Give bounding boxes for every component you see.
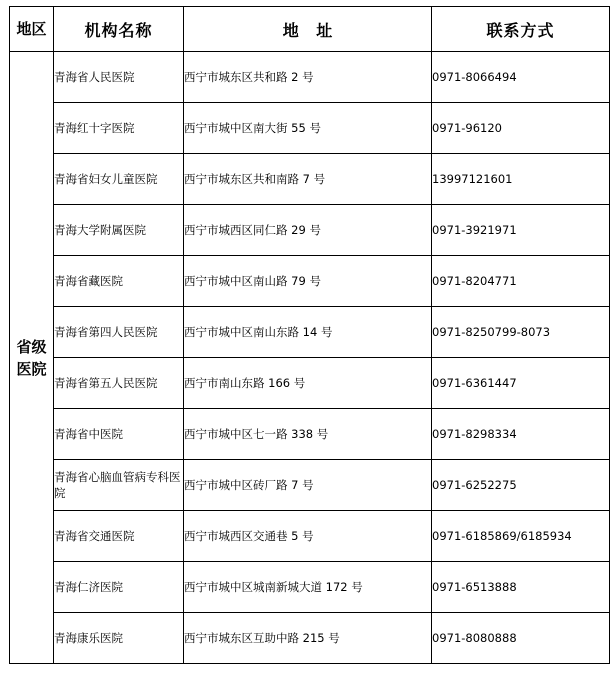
hospital-address: 西宁市城中区七一路 338 号 xyxy=(184,409,432,460)
hospital-name: 青海仁济医院 xyxy=(54,562,184,613)
hospital-contact: 0971-6185869/6185934 xyxy=(432,511,610,562)
hospital-contact: 0971-3921971 xyxy=(432,205,610,256)
hospital-address: 西宁市城中区南大街 55 号 xyxy=(184,103,432,154)
hospital-contact: 0971-96120 xyxy=(432,103,610,154)
table-row xyxy=(10,256,610,307)
hospital-contact: 0971-6513888 xyxy=(432,562,610,613)
hospital-address: 西宁市城中区南山东路 14 号 xyxy=(184,307,432,358)
table-row xyxy=(10,103,610,154)
hospital-contact: 0971-8204771 xyxy=(432,256,610,307)
hospital-address: 西宁市城西区同仁路 29 号 xyxy=(184,205,432,256)
table-row xyxy=(10,52,610,103)
column-header-name: 机构名称 xyxy=(54,7,184,52)
table-row xyxy=(10,154,610,205)
table-row xyxy=(10,613,610,664)
region-group-cell: 省级医院 xyxy=(10,52,54,664)
column-header-contact: 联系方式 xyxy=(432,7,610,52)
column-header-address-text: 地 址 xyxy=(282,20,339,40)
table-body xyxy=(10,52,610,664)
table-row xyxy=(10,409,610,460)
hospital-name: 青海省中医院 xyxy=(54,409,184,460)
table-header-row xyxy=(10,7,610,52)
hospital-address: 西宁市城东区共和南路 7 号 xyxy=(184,154,432,205)
table-row xyxy=(10,307,610,358)
hospital-name: 青海省人民医院 xyxy=(54,52,184,103)
hospital-contact: 0971-6252275 xyxy=(432,460,610,511)
column-header-address xyxy=(184,7,432,52)
hospital-address: 西宁市城中区砖厂路 7 号 xyxy=(184,460,432,511)
table-header xyxy=(10,7,610,52)
hospital-contact: 0971-6361447 xyxy=(432,358,610,409)
hospital-directory-table xyxy=(9,6,610,664)
hospital-address: 西宁市城东区共和路 2 号 xyxy=(184,52,432,103)
hospital-contact: 13997121601 xyxy=(432,154,610,205)
hospital-address: 西宁市南山东路 166 号 xyxy=(184,358,432,409)
hospital-name: 青海省交通医院 xyxy=(54,511,184,562)
hospital-name: 青海省妇女儿童医院 xyxy=(54,154,184,205)
hospital-address: 西宁市城中区南山路 79 号 xyxy=(184,256,432,307)
hospital-address: 西宁市城中区城南新城大道 172 号 xyxy=(184,562,432,613)
table-row xyxy=(10,358,610,409)
hospital-name: 青海康乐医院 xyxy=(54,613,184,664)
hospital-name: 青海大学附属医院 xyxy=(54,205,184,256)
table-row xyxy=(10,511,610,562)
column-header-region: 地区 xyxy=(10,7,54,52)
hospital-contact: 0971-8080888 xyxy=(432,613,610,664)
hospital-contact: 0971-8298334 xyxy=(432,409,610,460)
hospital-address: 西宁市城东区互助中路 215 号 xyxy=(184,613,432,664)
hospital-name: 青海省第四人民医院 xyxy=(54,307,184,358)
hospital-address: 西宁市城西区交通巷 5 号 xyxy=(184,511,432,562)
hospital-name: 青海省第五人民医院 xyxy=(54,358,184,409)
hospital-contact: 0971-8066494 xyxy=(432,52,610,103)
hospital-name: 青海省藏医院 xyxy=(54,256,184,307)
table-row xyxy=(10,460,610,511)
hospital-name: 青海省心脑血管病专科医院 xyxy=(54,460,184,511)
hospital-contact: 0971-8250799-8073 xyxy=(432,307,610,358)
table-row xyxy=(10,562,610,613)
hospital-name: 青海红十字医院 xyxy=(54,103,184,154)
table-row xyxy=(10,205,610,256)
